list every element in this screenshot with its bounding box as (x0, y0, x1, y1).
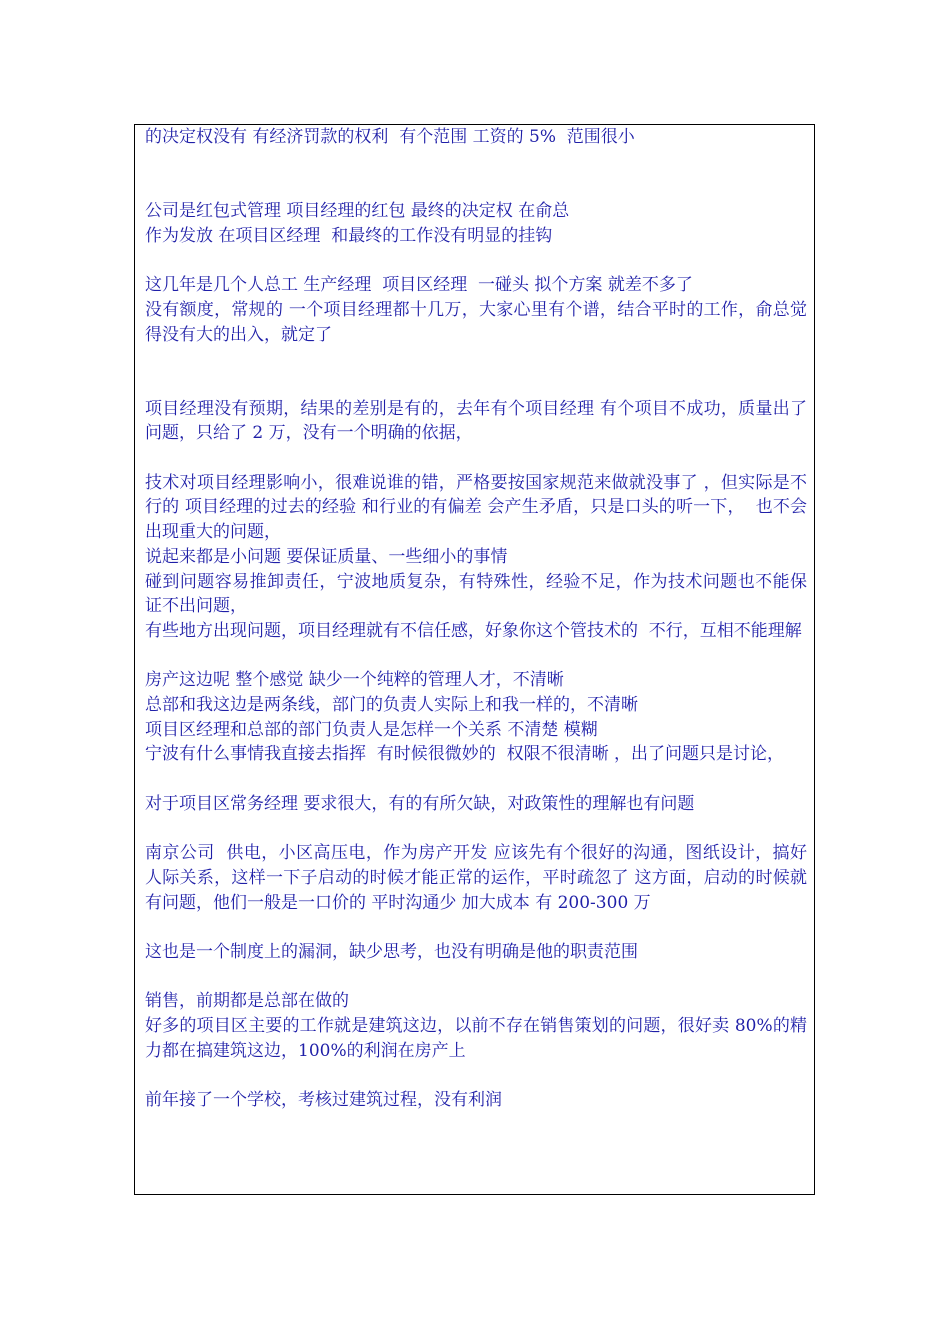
blank-line (145, 174, 807, 199)
paragraph (145, 668, 807, 767)
text-line: 好多的项目区主要的工作就是建筑这边，以前不存在销售策划的问题，很好卖 80%的精力都在搞建筑这边，100%的利润在房产上 (145, 1016, 807, 1061)
blank-line (145, 817, 807, 842)
text-line: 房产这边呢 整个感觉 缺少一个纯粹的管理人才，不清晰 (145, 670, 564, 691)
blank-line (145, 372, 807, 397)
text-line: 这几年是几个人总工 生产经理 项目区经理 一碰头 拟个方案 就差不多了 (145, 275, 693, 296)
interview-notes-text (145, 125, 807, 1113)
text-line: 作为发放 在项目区经理 和最终的工作没有明显的挂钩 (145, 225, 553, 246)
paragraph (145, 792, 807, 817)
text-line: 销售，前期都是总部在做的 (145, 991, 349, 1012)
blank-line (145, 915, 807, 940)
text-line: 公司是红包式管理 项目经理的红包 最终的决定权 在俞总 (145, 201, 570, 222)
blank-line (145, 150, 807, 175)
text-line: 项目经理没有预期，结果的差别是有的，去年有个项目经理 有个项目不成功，质量出了问题，只给了 2 万，没有一个明确的依据， (145, 398, 807, 444)
text-line: 说起来都是小问题 要保证质量、一些细小的事情 (145, 546, 508, 567)
paragraph (145, 841, 807, 915)
paragraph (145, 125, 807, 150)
text-line: 前年接了一个学校，考核过建筑过程，没有利润 (145, 1090, 502, 1111)
blank-line (145, 644, 807, 669)
paragraph (145, 397, 807, 446)
text-line: 有些地方出现问题，项目经理就有不信任感，好象你这个管技术的 不行，互相不能理解 (145, 620, 802, 641)
text-line: 南京公司 供电，小区高压电，作为房产开发 应该先有个很好的沟通，图纸设计，搞好人际关系，这样一下子启动的时候才能正常的运作，平时疏忽了 这方面，启动的时候就有问题，他们一般是一口价的 平时沟通少 加大成本 有 200-300 万 (145, 843, 807, 913)
paragraph (145, 940, 807, 965)
blank-line (145, 248, 807, 273)
blank-line (145, 767, 807, 792)
text-line: 的决定权没有 有经济罚款的权利 有个范围 工资的 5% 范围很小 (145, 127, 635, 147)
paragraph (145, 273, 807, 347)
text-line: 总部和我这边是两条线，部门的负责人实际上和我一样的，不清晰 (145, 695, 638, 716)
table-cell-frame (134, 124, 815, 1195)
blank-line (145, 965, 807, 990)
text-line: 项目区经理和总部的部门负责人是怎样一个关系 不清楚 模糊 (145, 719, 598, 740)
text-line: 这也是一个制度上的漏洞，缺少思考，也没有明确是他的职责范围 (145, 942, 638, 963)
blank-line (145, 446, 807, 471)
paragraph (145, 1088, 807, 1113)
blank-line (145, 1064, 807, 1089)
text-line: 技术对项目经理影响小，很难说谁的错，严格要按国家规范来做就没事了 ，但实际是不行的 项目经理的过去的经验 和行业的有偏差 会产生矛盾，只是口头的听一下， 也不会出现重大的问题， (145, 472, 807, 543)
text-line: 对于项目区常务经理 要求很大，有的有所欠缺，对政策性的理解也有问题 (145, 793, 695, 814)
text-line: 碰到问题容易推卸责任，宁波地质复杂，有特殊性，经验不足，作为技术问题也不能保证不出问题， (145, 571, 807, 617)
text-line: 宁波有什么事情我直接去指挥 有时候很微妙的 权限不很清晰 ，出了问题只是讨论， (145, 744, 785, 765)
blank-line (145, 347, 807, 372)
paragraph (145, 471, 807, 644)
paragraph (145, 199, 807, 248)
paragraph (145, 989, 807, 1063)
text-line: 没有额度，常规的 一个项目经理都十几万，大家心里有个谱，结合平时的工作，俞总觉得没有大的出入，就定了 (145, 299, 807, 345)
